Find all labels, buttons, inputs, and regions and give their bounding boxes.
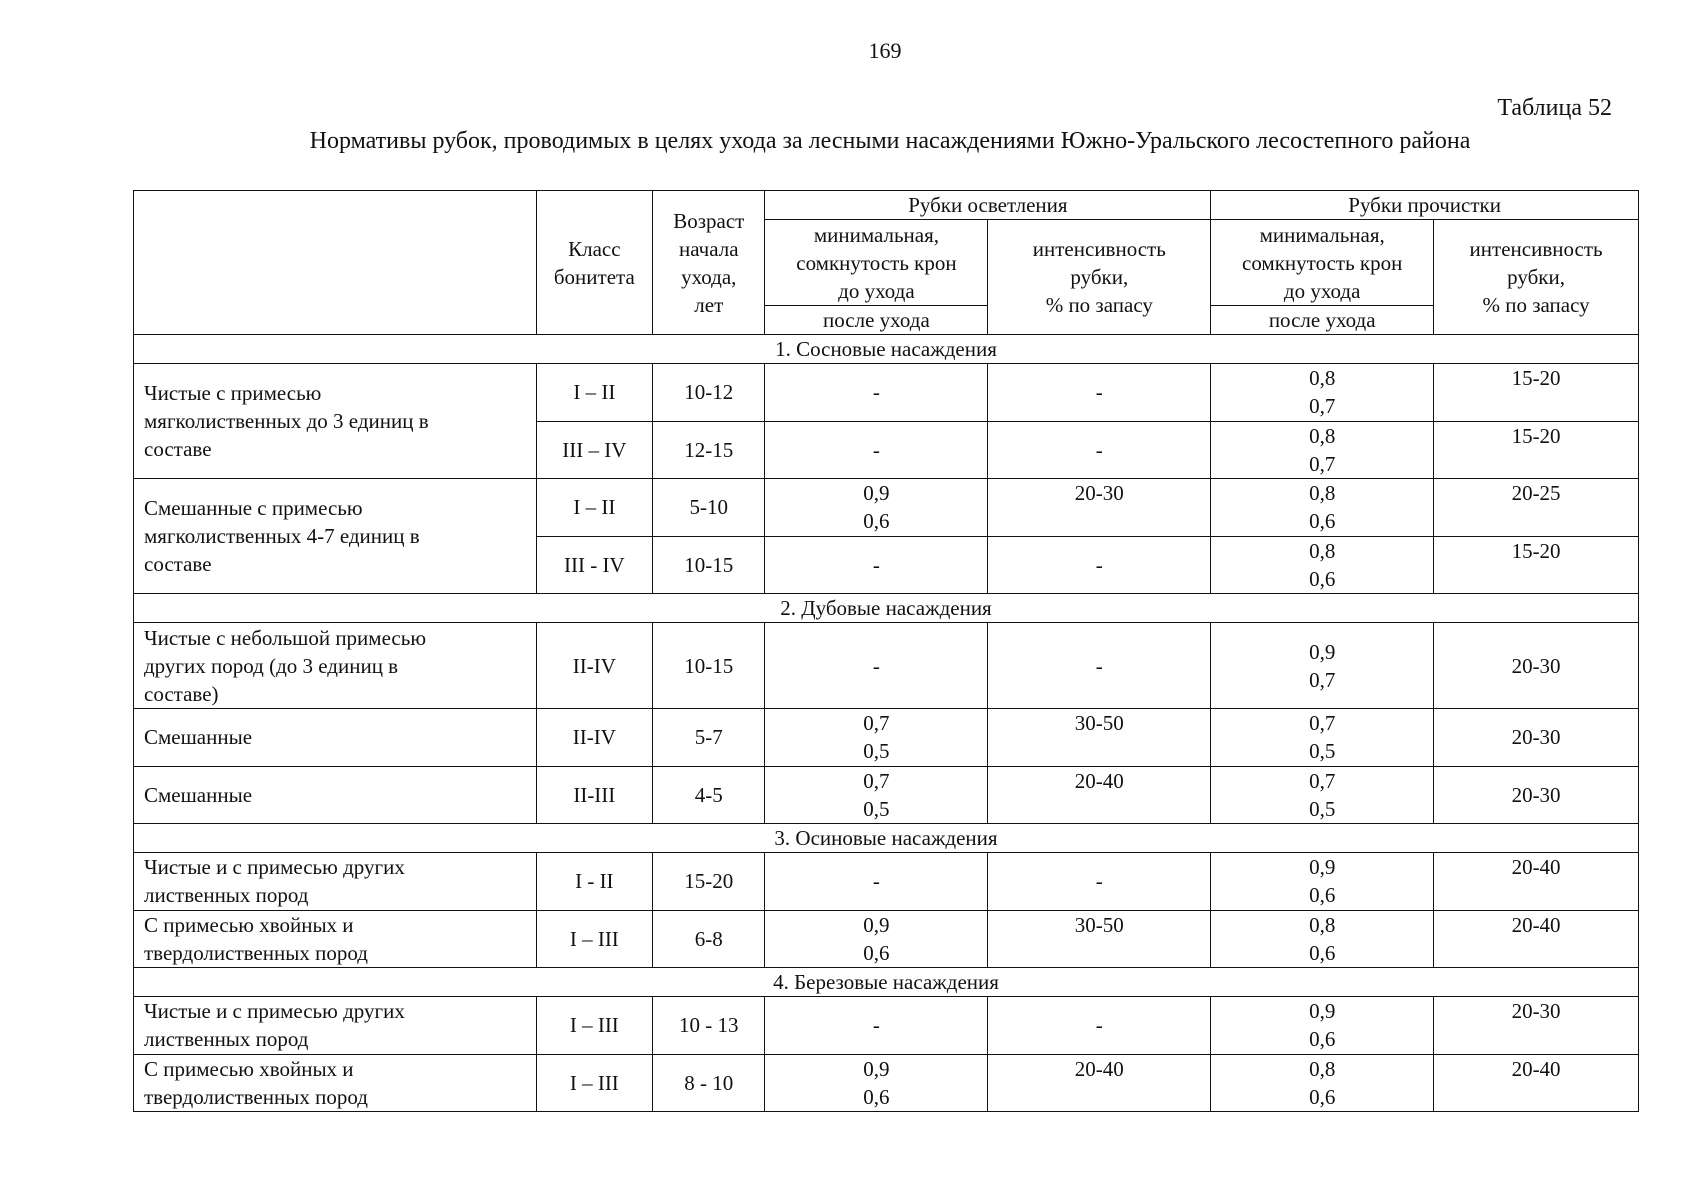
cell-pro-intensity: 20-25 [1434,479,1639,537]
cell-pro-intensity: 20-40 [1434,1054,1639,1112]
cell-line: - [872,380,880,405]
cell-pro-closure [1211,853,1434,911]
cell-line: 0,6 [863,509,890,534]
row-description [134,853,537,911]
header-row-1 [134,191,1639,220]
header-osv-intensity: интенсивность рубки, % по запасу [988,220,1211,335]
cell-line: 0,5 [1309,796,1336,821]
cell-pro-intensity: 20-40 [1434,910,1639,968]
header-class-bonitet: Класс бонитета [536,191,652,335]
header-osv-after-care: после ухода [765,306,988,335]
cell-line: 0,9 [1309,999,1336,1024]
cell-line: 0,7 [1309,394,1336,419]
row-description [134,766,537,824]
cell-pro-intensity: 15-20 [1434,421,1639,479]
cell-osv-intensity: 30-50 [988,910,1211,968]
cell-line: 0,5 [863,739,890,764]
row-description [134,623,537,709]
cell-age-start: 12-15 [653,421,765,479]
cell-line: С примесью хвойных и [144,1056,354,1081]
cell-osv-closure [765,853,988,911]
cell-osv-closure [765,709,988,767]
table-row [134,910,1639,968]
cell-age-start: 4-5 [653,766,765,824]
cell-line: 0,7 [863,768,890,793]
cell-pro-intensity: 20-30 [1434,997,1639,1055]
cell-line: 0,6 [1309,1084,1336,1109]
cell-age-start: 10-12 [653,364,765,422]
cell-age-start: 6-8 [653,910,765,968]
cell-line: 0,5 [1309,739,1336,764]
table-row [134,364,1639,422]
cell-line: твердолиственных пород [144,940,368,965]
cell-pro-intensity: 20-30 [1434,709,1639,767]
row-description [134,709,537,767]
cell-pro-closure [1211,421,1434,479]
cell-line: лиственных пород [144,1027,309,1052]
cell-line: Смешанные с примесью [144,496,363,520]
cell-osv-closure [765,364,988,422]
cell-osv-intensity: 20-40 [988,1054,1211,1112]
cell-osv-closure [765,421,988,479]
cell-line: составе) [144,681,219,706]
cell-line: 0,8 [1309,481,1336,506]
cell-line: мягколиственных до 3 единиц в [144,409,429,433]
cell-class-bonitet: I – III [536,910,652,968]
cell-line: твердолиственных пород [144,1084,368,1109]
cell-class-bonitet: I – II [536,364,652,422]
norms-table [133,190,1639,1112]
cell-class-bonitet: II-IV [536,623,652,709]
cell-osv-intensity: - [988,421,1211,479]
cell-pro-intensity: 20-30 [1434,766,1639,824]
cell-pro-closure [1211,910,1434,968]
table-row [134,997,1639,1055]
cell-line: других пород (до 3 единиц в [144,653,399,678]
cell-line: лиственных пород [144,883,309,908]
cell-line: 0,6 [1309,566,1336,591]
cell-osv-closure [765,536,988,594]
cell-pro-intensity: 20-30 [1434,623,1639,709]
section-title: 1. Сосновые насаждения [134,335,1639,364]
cell-age-start: 5-10 [653,479,765,537]
row-description [134,910,537,968]
section-row [134,968,1639,997]
cell-line: 0,6 [863,1084,890,1109]
cell-pro-closure [1211,536,1434,594]
cell-line: - [872,869,880,894]
cell-osv-closure [765,1054,988,1112]
header-osv-min-closure: минимальная, сомкнутость крон до ухода [765,220,988,306]
cell-line: Чистые и с примесью других [144,999,405,1024]
row-description [134,364,537,479]
cell-line: 0,7 [1309,451,1336,476]
cell-line: 0,6 [863,940,890,965]
section-title: 3. Осиновые насаждения [134,824,1639,853]
section-title: 2. Дубовые насаждения [134,594,1639,623]
cell-line: Смешанные [144,782,253,807]
header-pro-after-care: после ухода [1211,306,1434,335]
cell-line: 0,9 [863,481,890,506]
cell-class-bonitet: I - II [536,853,652,911]
header-pro-intensity: интенсивность рубки, % по запасу [1434,220,1639,335]
row-description [134,1054,537,1112]
cell-line: 0,5 [863,796,890,821]
cell-line: 0,6 [1309,940,1336,965]
table-row [134,479,1639,537]
cell-pro-closure [1211,623,1434,709]
cell-line: - [872,437,880,462]
cell-pro-intensity: 15-20 [1434,536,1639,594]
cell-line: 0,7 [1309,768,1336,793]
cell-line: С примесью хвойных и [144,912,354,937]
cell-osv-closure [765,766,988,824]
header-age-start: Возраст начала ухода, лет [653,191,765,335]
cell-age-start: 8 - 10 [653,1054,765,1112]
cell-pro-closure [1211,709,1434,767]
cell-line: составе [144,552,212,576]
section-row [134,594,1639,623]
table-row [134,709,1639,767]
cell-pro-closure [1211,479,1434,537]
cell-class-bonitet: III - IV [536,536,652,594]
cell-pro-intensity: 20-40 [1434,853,1639,911]
cell-class-bonitet: I – III [536,1054,652,1112]
cell-line: 0,6 [1309,509,1336,534]
table-row [134,766,1639,824]
row-description [134,997,537,1055]
cell-osv-intensity: - [988,853,1211,911]
cell-line: 0,9 [1309,855,1336,880]
cell-line: 0,6 [1309,883,1336,908]
cell-line: Чистые и с примесью других [144,855,405,880]
cell-osv-intensity: - [988,623,1211,709]
cell-line: - [872,653,880,678]
table-row [134,623,1639,709]
page-number: 169 [868,38,902,63]
cell-line: 0,7 [863,711,890,736]
cell-line: 0,8 [1309,423,1336,448]
cell-pro-closure [1211,364,1434,422]
section-row [134,335,1639,364]
cell-osv-intensity: 20-30 [988,479,1211,537]
cell-pro-intensity: 15-20 [1434,364,1639,422]
cell-osv-closure [765,479,988,537]
cell-line: 0,8 [1309,366,1336,391]
cell-line: 0,6 [1309,1027,1336,1052]
cell-line: Чистые с небольшой примесью [144,625,427,650]
cell-class-bonitet: I – II [536,479,652,537]
header-group-osvetlenie: Рубки осветления [765,191,1211,220]
cell-line: 0,8 [1309,1056,1336,1081]
cell-class-bonitet: III – IV [536,421,652,479]
cell-line: Чистые с примесью [144,381,322,405]
cell-class-bonitet: II-IV [536,709,652,767]
cell-line: Смешанные [144,725,253,750]
cell-osv-intensity: - [988,364,1211,422]
cell-class-bonitet: II-III [536,766,652,824]
cell-line: 0,9 [863,912,890,937]
cell-age-start: 5-7 [653,709,765,767]
cell-age-start: 10-15 [653,536,765,594]
cell-osv-intensity: - [988,997,1211,1055]
table-row [134,853,1639,911]
cell-line: 0,9 [1309,639,1336,664]
cell-pro-closure [1211,1054,1434,1112]
header-empty-cell [134,191,537,335]
cell-osv-closure [765,910,988,968]
cell-osv-intensity: 30-50 [988,709,1211,767]
cell-line: 0,9 [863,1056,890,1081]
cell-line: мягколиственных 4-7 единиц в [144,524,420,548]
cell-age-start: 15-20 [653,853,765,911]
cell-pro-closure [1211,766,1434,824]
table-title: Нормативы рубок, проводимых в целях ухода за лесными насаждениями Южно-Уральского лесостепного района [309,128,1471,154]
cell-osv-closure [765,997,988,1055]
section-row [134,824,1639,853]
cell-osv-intensity: - [988,536,1211,594]
table-row [134,1054,1639,1112]
cell-line: - [872,552,880,577]
cell-pro-closure [1211,997,1434,1055]
cell-class-bonitet: I – III [536,997,652,1055]
header-group-prochistki: Рубки прочистки [1211,191,1639,220]
cell-osv-intensity: 20-40 [988,766,1211,824]
cell-line: - [872,1013,880,1038]
cell-line: 0,7 [1309,711,1336,736]
section-title: 4. Березовые насаждения [134,968,1639,997]
cell-age-start: 10-15 [653,623,765,709]
cell-line: составе [144,437,212,461]
cell-age-start: 10 - 13 [653,997,765,1055]
cell-line: 0,7 [1309,667,1336,692]
row-description [134,479,537,594]
cell-line: 0,8 [1309,912,1336,937]
header-pro-min-closure: минимальная, сомкнутость крон до ухода [1211,220,1434,306]
table-number: Таблица 52 [1497,95,1612,121]
cell-line: 0,8 [1309,538,1336,563]
cell-osv-closure [765,623,988,709]
